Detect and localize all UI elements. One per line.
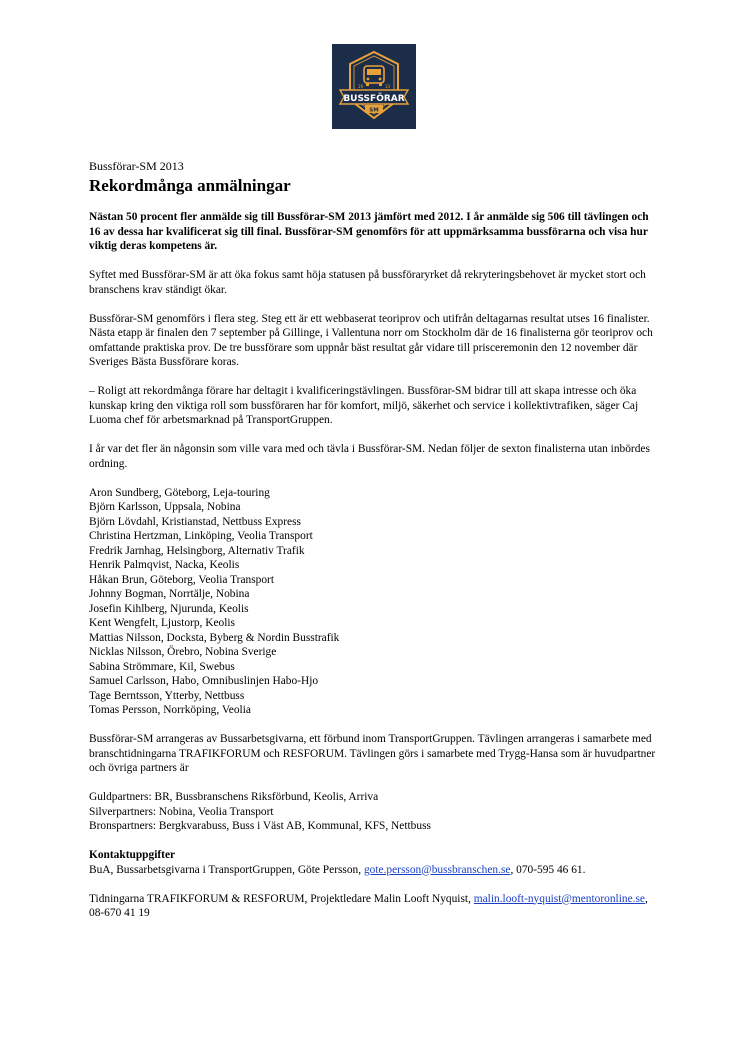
email-link-malin-looft-nyquist[interactable]: malin.looft-nyquist@mentoronline.se bbox=[473, 892, 645, 905]
paragraph-finalists-intro: I år var det fler än någonsin som ville vara med och tävla i Bussförar-SM. Nedan följer de sexton finalisterna utan inbördes ordning. bbox=[89, 443, 650, 470]
logo-graphic bbox=[332, 44, 416, 129]
svg-text:SM: SM bbox=[369, 107, 379, 114]
bussforar-sm-logo bbox=[332, 44, 416, 129]
list-item: Sabina Strömmare, Kil, Swebus bbox=[89, 660, 235, 673]
list-item: Christina Hertzman, Linköping, Veolia Transport bbox=[89, 530, 313, 542]
svg-text:13: 13 bbox=[385, 84, 391, 89]
list-item: Tage Berntsson, Ytterby, Nettbuss bbox=[89, 689, 245, 702]
svg-text:19: 19 bbox=[358, 84, 364, 89]
list-item: Henrik Palmqvist, Nacka, Keolis bbox=[89, 559, 240, 571]
email-link-gote-persson[interactable]: gote.persson@bussbranschen.se bbox=[363, 863, 511, 876]
partner-list bbox=[89, 790, 659, 834]
press-release bbox=[89, 159, 659, 935]
list-item: Aron Sundberg, Göteborg, Leja-touring bbox=[89, 486, 270, 499]
list-item: Nicklas Nilsson, Örebro, Nobina Sverige bbox=[89, 646, 277, 658]
list-item: Björn Karlsson, Uppsala, Nobina bbox=[89, 501, 241, 513]
finalist-list bbox=[89, 486, 659, 718]
list-item: Tomas Persson, Norrköping, Veolia bbox=[89, 704, 251, 716]
list-item: Josefin Kihlberg, Njurunda, Keolis bbox=[89, 602, 249, 615]
silver-partners: Silverpartners: Nobina, Veolia Transport bbox=[89, 805, 274, 818]
paragraph-stages: Bussförar-SM genomförs i flera steg. Steg ett är ett webbaserat teoriprov och utifrån deltagarnas resultat utses 16 finalister. Nästa etapp är finalen den 7 september på Gillinge, i Vallentuna norr om Stockholm där de 16 finalisterna gör teoriprov och omfattande praktiska prov. De tre bussförare som uppnår bäst resultat går vidare till prisceremonin den 12 november där Sveriges Bästa Bussförare koras. bbox=[89, 312, 653, 368]
list-item: Samuel Carlsson, Habo, Omnibuslinjen Habo-Hjo bbox=[89, 675, 319, 687]
bus-icon bbox=[364, 66, 384, 86]
list-item: Johnny Bogman, Norrtälje, Nobina bbox=[89, 588, 250, 600]
contact-line-trafikforum: Tidningarna TRAFIKFORUM & RESFORUM, Projektledare Malin Looft Nyquist, malin.looft-nyquist@mentoronline.se, 08-670 41 19 bbox=[89, 892, 648, 919]
lead-paragraph: Nästan 50 procent fler anmälde sig till Bussförar-SM 2013 jämfört med 2012. I år anmälde sig 506 till tävlingen och 16 av dessa har kvalificerat sig till final. Bussförar-SM genomförs för att uppmärksamma bussförarna och visa hur viktig deras kompetens är. bbox=[89, 211, 649, 252]
list-item: Mattias Nilsson, Docksta, Byberg & Nordin Busstrafik bbox=[89, 631, 340, 644]
paragraph-organizers: Bussförar-SM arrangeras av Bussarbetsgivarna, ett förbund inom TransportGruppen. Tävlingen arrangeras i samarbete med branschtidningarna TRAFIKFORUM och RESFORUM. Tävlingen görs i samarbete med Trygg-Hansa som är huvudpartner och övriga partners är bbox=[89, 733, 656, 774]
paragraph-purpose: Syftet med Bussförar-SM är att öka fokus samt höja statusen på bussföraryrket då rekryteringsbehovet är mycket stort och branschens krav ständigt ökar. bbox=[89, 269, 646, 296]
kicker: Bussförar-SM 2013 bbox=[89, 159, 184, 173]
list-item: Fredrik Jarnhag, Helsingborg, Alternativ Trafik bbox=[89, 544, 305, 557]
list-item: Kent Wengfelt, Ljustorp, Keolis bbox=[89, 617, 235, 629]
contact-line-bua: BuA, Bussarbetsgivarna i TransportGruppen, Göte Persson, gote.persson@bussbranschen.se, 070-595 46 61. bbox=[89, 863, 586, 876]
page-title: Rekordmånga anmälningar bbox=[89, 176, 291, 195]
list-item: Håkan Brun, Göteborg, Veolia Transport bbox=[89, 573, 274, 586]
logo-wordmark: BUSSFÖRAR bbox=[343, 94, 405, 104]
bronze-partners: Bronspartners: Bergkvarabuss, Buss i Väst AB, Kommunal, KFS, Nettbuss bbox=[89, 820, 431, 832]
contact-heading: Kontaktuppgifter bbox=[89, 849, 176, 861]
paragraph-quote: – Roligt att rekordmånga förare har deltagit i kvalificeringstävlingen. Bussförar-SM bidrar till att skapa intresse och öka kunskap kring den viktiga roll som bussföraren har för komfort, miljö, säkerhet och service i kollektivtrafiken, säger Caj Luoma chef för arbetsmarknad på TransportGruppen. bbox=[89, 385, 639, 426]
gold-partners: Guldpartners: BR, Bussbranschens Riksförbund, Keolis, Arriva bbox=[89, 791, 379, 803]
list-item: Björn Lövdahl, Kristianstad, Nettbuss Express bbox=[89, 515, 301, 528]
